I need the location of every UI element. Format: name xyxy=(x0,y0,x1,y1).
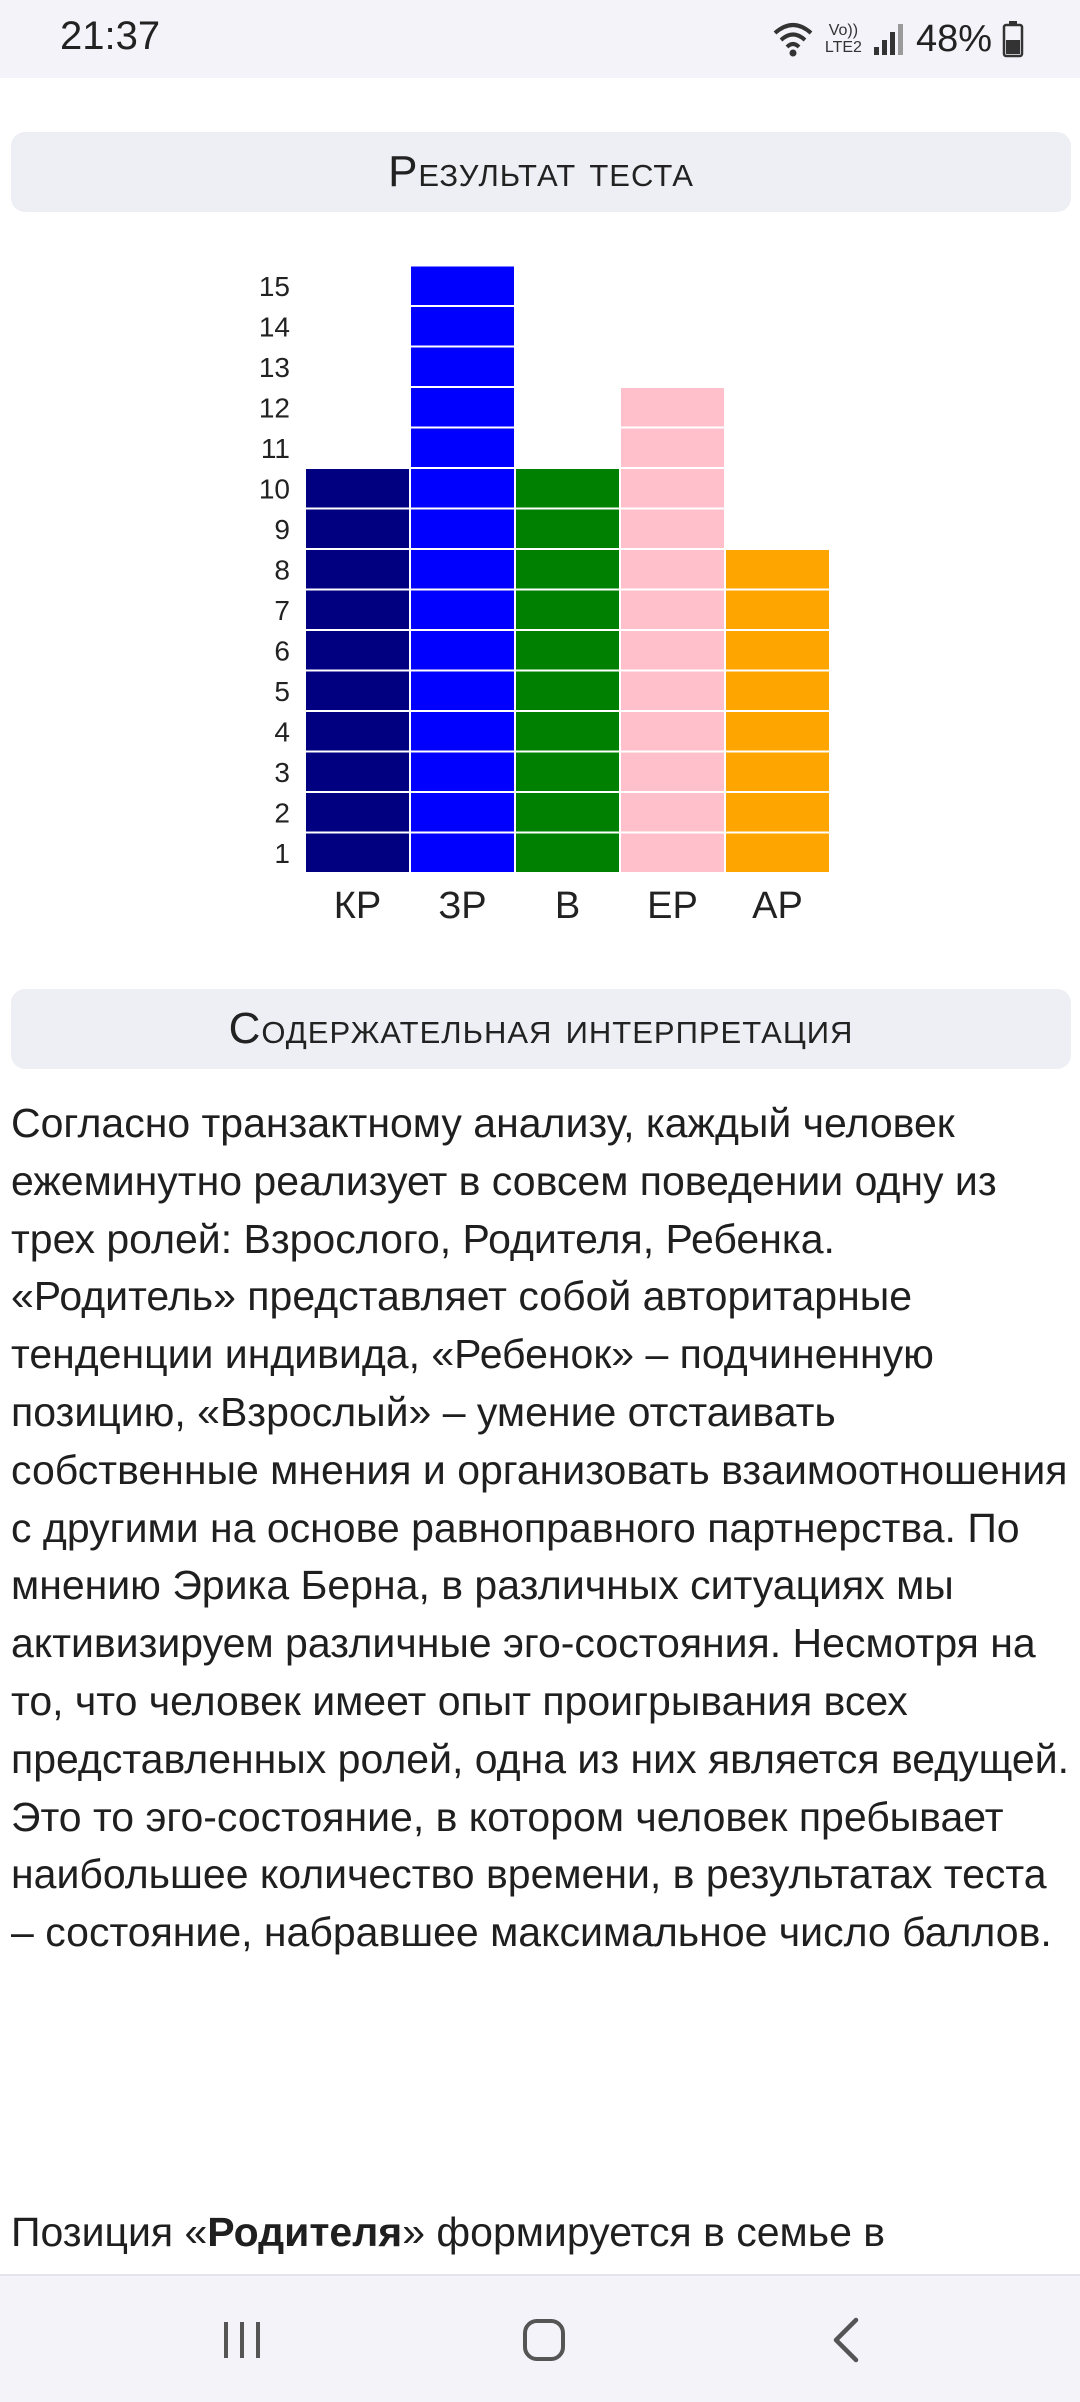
system-nav-bar xyxy=(0,2274,1080,2402)
y-tick-label: 14 xyxy=(258,311,290,343)
y-tick-label: 10 xyxy=(258,473,290,505)
bar-segment xyxy=(726,672,829,711)
bar-segment xyxy=(726,550,829,589)
recents-icon[interactable] xyxy=(220,2318,264,2362)
bar-segment xyxy=(411,307,514,346)
wifi-icon xyxy=(771,19,815,59)
signal-icon xyxy=(872,21,906,57)
bar-segment xyxy=(516,510,619,549)
bar-segment xyxy=(306,510,409,549)
y-tick-label: 6 xyxy=(274,635,290,667)
battery-icon xyxy=(1002,20,1024,58)
status-time: 21:37 xyxy=(60,14,161,58)
bar-segment xyxy=(726,631,829,670)
bar-segment xyxy=(306,469,409,508)
bar-segment xyxy=(726,712,829,751)
bar-segment xyxy=(726,753,829,792)
bar-segment xyxy=(621,388,724,427)
result-title: Результат теста xyxy=(388,147,694,196)
bar-segment xyxy=(306,672,409,711)
bar-segment xyxy=(411,348,514,387)
back-icon[interactable] xyxy=(826,2316,866,2364)
bar-segment xyxy=(621,672,724,711)
bar-segment xyxy=(516,672,619,711)
bar-3 xyxy=(516,469,619,872)
bar-segment xyxy=(411,510,514,549)
bar-segment xyxy=(516,469,619,508)
y-tick-label: 2 xyxy=(274,797,290,829)
interpretation-section-header xyxy=(11,989,1071,1069)
y-tick-label: 8 xyxy=(274,554,290,586)
y-tick-label: 3 xyxy=(274,756,290,788)
y-tick-label: 15 xyxy=(258,270,290,302)
bar-segment xyxy=(621,712,724,751)
x-category-label: АР xyxy=(752,885,803,927)
y-tick-label: 12 xyxy=(258,392,290,424)
y-tick-label: 11 xyxy=(260,432,290,464)
bar-segment xyxy=(726,793,829,832)
bar-segment xyxy=(411,429,514,468)
status-icons xyxy=(771,14,1024,64)
bar-segment xyxy=(411,631,514,670)
bar-segment xyxy=(516,712,619,751)
bar-4 xyxy=(621,388,724,872)
bar-segment xyxy=(621,429,724,468)
bar-segment xyxy=(306,591,409,630)
bar-segment xyxy=(306,631,409,670)
bar-1 xyxy=(306,469,409,872)
bar-segment xyxy=(411,388,514,427)
parent-position-paragraph: Позиция «Родителя» формируется в семье в xyxy=(11,2209,886,2255)
bar-2 xyxy=(411,267,514,873)
y-tick-label: 13 xyxy=(258,351,290,383)
bar-segment xyxy=(621,753,724,792)
x-category-label: ЗР xyxy=(438,885,487,927)
bar-segment xyxy=(411,267,514,306)
bar-segment xyxy=(411,550,514,589)
status-bar xyxy=(0,0,1080,78)
y-tick-label: 1 xyxy=(274,837,290,869)
bar-segment xyxy=(621,510,724,549)
bar-segment xyxy=(516,591,619,630)
results-bar-chart xyxy=(0,230,1080,930)
bar-segment xyxy=(411,591,514,630)
bar-segment xyxy=(621,793,724,832)
bar-segment xyxy=(411,672,514,711)
y-tick-label: 4 xyxy=(274,716,290,748)
bar-segment xyxy=(411,793,514,832)
bar-segment xyxy=(411,469,514,508)
volte-icon: Vo)) LTE2 xyxy=(824,22,862,56)
home-icon[interactable] xyxy=(520,2316,568,2364)
bar-segment xyxy=(516,631,619,670)
bar-segment xyxy=(306,793,409,832)
bar-segment xyxy=(621,591,724,630)
bar-segment xyxy=(516,753,619,792)
y-tick-label: 5 xyxy=(274,675,290,707)
bar-segment xyxy=(516,550,619,589)
bar-segment xyxy=(411,834,514,873)
bar-segment xyxy=(516,793,619,832)
bar-segment xyxy=(726,834,829,873)
y-tick-label: 7 xyxy=(274,594,290,626)
bar-segment xyxy=(621,469,724,508)
y-tick-label: 9 xyxy=(274,513,290,545)
bar-segment xyxy=(306,753,409,792)
interpretation-paragraph: Согласно транзактному анализу, каждый человек ежеминутно реализует в совсем поведении одну из трех ролей: Взрослого, Родителя, Ребенка. «Родитель» представляет собой авторитарные тенденции индивида, «Ребенок» – подчиненную позицию, «Взрослый» – умение отстаивать собственные мнения и организовать взаимоотношения с другими на основе равноправного партнерства. По мнению Эрика Берна, в различных ситуациях мы активизируем различные эго-состояния. Несмотря на то, что человек имеет опыт проигрывания всех представленных ролей, одна из них является ведущей. Это то эго-состояние, в котором человек пребывает наибольшее количество времени, в результатах теста – состояние, набравшее максимальное число баллов. xyxy=(11,1100,1069,1956)
result-section-header xyxy=(11,132,1071,212)
parent-bold-label: Родителя xyxy=(207,2209,403,2255)
bar-segment xyxy=(621,834,724,873)
bar-segment xyxy=(306,550,409,589)
x-category-label: ЕР xyxy=(647,885,698,927)
bar-segment xyxy=(411,753,514,792)
bar-segment xyxy=(621,631,724,670)
bar-segment xyxy=(306,712,409,751)
bar-5 xyxy=(726,550,829,872)
battery-percent: 48% xyxy=(915,17,992,60)
interpretation-title: Содержательная интерпретация xyxy=(228,1004,854,1053)
bar-segment xyxy=(726,591,829,630)
bar-segment xyxy=(306,834,409,873)
x-category-label: КР xyxy=(333,885,382,927)
bar-segment xyxy=(411,712,514,751)
bar-segment xyxy=(516,834,619,873)
bar-segment xyxy=(621,550,724,589)
x-category-label: В xyxy=(554,885,581,927)
